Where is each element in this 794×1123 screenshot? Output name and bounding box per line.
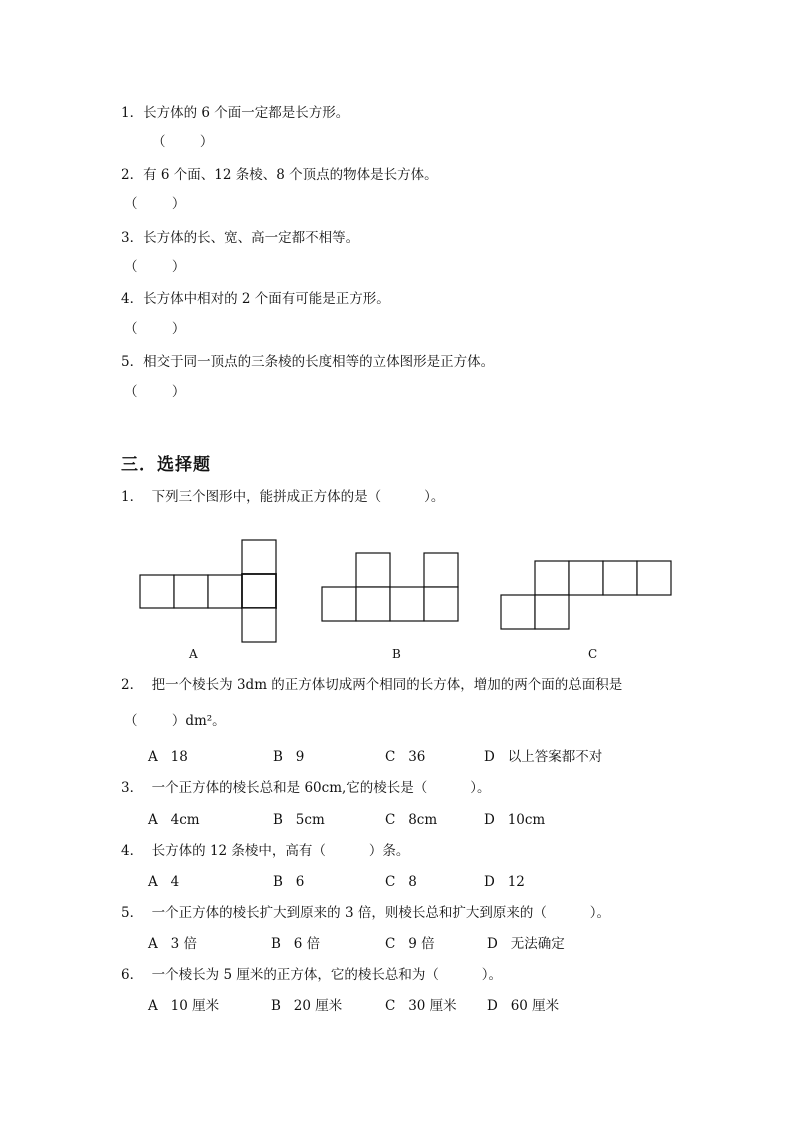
- net-c-square: [637, 561, 671, 595]
- choice-q5-option-c[interactable]: C 9 倍: [385, 936, 435, 952]
- judge-q2-blank[interactable]: （ ）: [124, 196, 186, 212]
- net-b-square: [356, 587, 390, 621]
- net-a-square: [242, 574, 276, 608]
- net-b-square: [356, 553, 390, 587]
- judge-q4: 4．长方体中相对的 2 个面有可能是正方形。: [121, 291, 390, 307]
- choice-q2-option-a[interactable]: A 18: [148, 749, 188, 765]
- net-c-square: [535, 561, 569, 595]
- choice-q6-option-d[interactable]: D 60 厘米: [487, 998, 560, 1014]
- choice-q1: 1． 下列三个图形中，能拼成正方体的是（ ）。: [121, 489, 445, 505]
- figure-label-b: B: [392, 647, 401, 661]
- section-title: 三．选择题: [121, 455, 211, 475]
- choice-q4-option-b[interactable]: B 6: [273, 874, 305, 890]
- net-c-square: [501, 595, 535, 629]
- judge-q3: 3．长方体的长、宽、高一定都不相等。: [121, 230, 360, 246]
- net-a-square: [208, 575, 242, 608]
- choice-q6-option-b[interactable]: B 20 厘米: [271, 998, 343, 1014]
- figure-label-a: A: [189, 647, 198, 661]
- choice-q3-option-c[interactable]: C 8cm: [385, 812, 438, 828]
- choice-q5-option-a[interactable]: A 3 倍: [148, 936, 198, 952]
- net-a-square: [140, 575, 174, 608]
- choice-q3-option-a[interactable]: A 4cm: [148, 812, 200, 828]
- net-a-square: [242, 608, 276, 642]
- net-b-square: [424, 587, 458, 621]
- choice-q6-option-a[interactable]: A 10 厘米: [148, 998, 220, 1014]
- net-c-square: [535, 595, 569, 629]
- net-c-square: [603, 561, 637, 595]
- choice-q2-option-d[interactable]: D 以上答案都不对: [484, 749, 603, 765]
- judge-q3-blank[interactable]: （ ）: [124, 259, 186, 275]
- net-b-square: [322, 587, 356, 621]
- net-a-square: [242, 540, 276, 574]
- choice-q2-option-c[interactable]: C 36: [385, 749, 426, 765]
- choice-q4-option-a[interactable]: A 4: [148, 874, 180, 890]
- judge-q2: 2．有 6 个面、12 条棱、8 个顶点的物体是长方体。: [121, 167, 438, 183]
- net-b: [322, 553, 458, 621]
- net-b-square: [390, 587, 424, 621]
- choice-q2-option-b[interactable]: B 9: [273, 749, 305, 765]
- judge-q1: 1．长方体的 6 个面一定都是长方形。: [121, 105, 350, 121]
- judge-q5-blank[interactable]: （ ）: [124, 384, 186, 400]
- choice-q5-option-d[interactable]: D 无法确定: [487, 936, 565, 952]
- net-a-square: [174, 575, 208, 608]
- judge-q4-blank[interactable]: （ ）: [124, 321, 186, 337]
- net-c: [501, 561, 671, 629]
- choice-q4: 4． 长方体的 12 条棱中，高有（ ）条。: [121, 843, 410, 859]
- net-a: [140, 540, 276, 642]
- choice-q6-option-c[interactable]: C 30 厘米: [385, 998, 457, 1014]
- net-b-square: [424, 553, 458, 587]
- figure-label-c: C: [588, 647, 598, 661]
- choice-q5-option-b[interactable]: B 6 倍: [271, 936, 321, 952]
- choice-q4-option-c[interactable]: C 8: [385, 874, 417, 890]
- choice-q4-option-d[interactable]: D 12: [484, 874, 525, 890]
- choice-q5: 5． 一个正方体的棱长扩大到原来的 3 倍，则棱长总和扩大到原来的（ ）。: [121, 905, 611, 921]
- choice-q2-cont: （ ）dm²。: [124, 713, 226, 729]
- choice-q3-option-b[interactable]: B 5cm: [273, 812, 325, 828]
- judge-q5: 5．相交于同一顶点的三条棱的长度相等的立体图形是正方体。: [121, 354, 495, 370]
- net-c-square: [569, 561, 603, 595]
- choice-q3: 3． 一个正方体的棱长总和是 60cm,它的棱长是（ ）。: [121, 780, 491, 796]
- choice-q6: 6． 一个棱长为 5 厘米的正方体，它的棱长总和为（ ）。: [121, 967, 503, 983]
- choice-q3-option-d[interactable]: D 10cm: [484, 812, 546, 828]
- choice-q2: 2． 把一个棱长为 3dm 的正方体切成两个相同的长方体，增加的两个面的总面积是: [121, 677, 623, 693]
- judge-q1-blank[interactable]: （ ）: [152, 134, 214, 150]
